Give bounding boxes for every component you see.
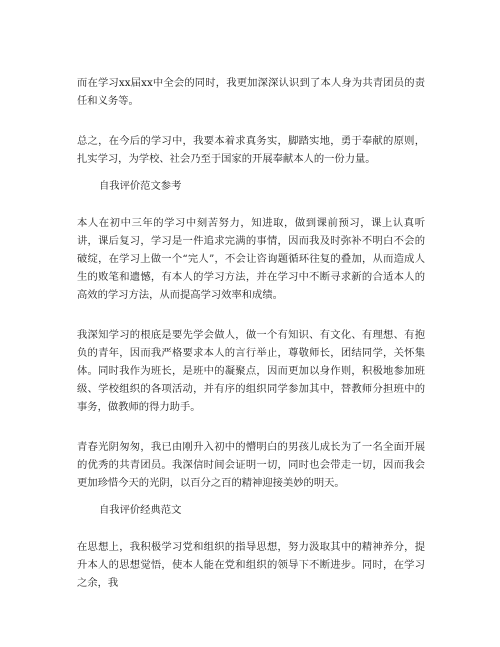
paragraph-conclusion: 总之，在今后的学习中，我要本着求真务实，脚踏实地，勇于奉献的原则，扎实学习，为学校、社会乃至于国家的开展奉献本人的一份力量。 bbox=[77, 135, 425, 165]
section-heading-classic: 自我评价经典范文 bbox=[99, 504, 182, 516]
section-heading-reference: 自我评价范文参考 bbox=[99, 180, 182, 192]
paragraph-youth: 青春光阴匆匆，我已由刚升入初中的懵明白的男孩儿成长为了一名全面开展的优秀的共青团员。我深信时间会证明一切，同时也会带走一切，因而我会更加珍惜今天的光阴，以百分之百的精神迎接美妙的明天。 bbox=[77, 441, 425, 489]
document-body bbox=[77, 74, 425, 614]
paragraph-responsibility: 而在学习xx届xx中全会的同时，我更加深深认识到了本人身为共青团员的责任和义务等。 bbox=[77, 77, 425, 107]
paragraph-thought: 在思想上，我积极学习党和组织的指导思想，努力汲取其中的精神养分，提升本人的思想觉悟，使本人能在党和组织的领导下不断进步。同时，在学习之余，我 bbox=[77, 541, 425, 589]
paragraph-character: 我深知学习的根底是要先学会做人，做一个有知识、有文化、有理想、有抱负的青年，因而我严格要求本人的言行举止，尊敬师长，团结同学，关怀集体。同时我作为班长，是班中的凝聚点，因而更加以身作则，积极地参加班级、学校组织的各项活动，并有序的组织同学参加其中，替教师分担班中的事务，做教师的得力助手。 bbox=[77, 329, 425, 413]
paragraph-study: 本人在初中三年的学习中刻苦努力，知进取，做到课前预习，课上认真听讲，课后复习，学习是一件追求完满的事情，因而我及时弥补不明白不会的破绽，在学习上做一个“完人”，不会让咨询题循环往复的叠加，从而造成人生的败笔和遗憾，有本人的学习方法，并在学习中不断寻求新的合适本人的高效的学习方法，从而提高学习效率和成绩。 bbox=[77, 217, 425, 301]
